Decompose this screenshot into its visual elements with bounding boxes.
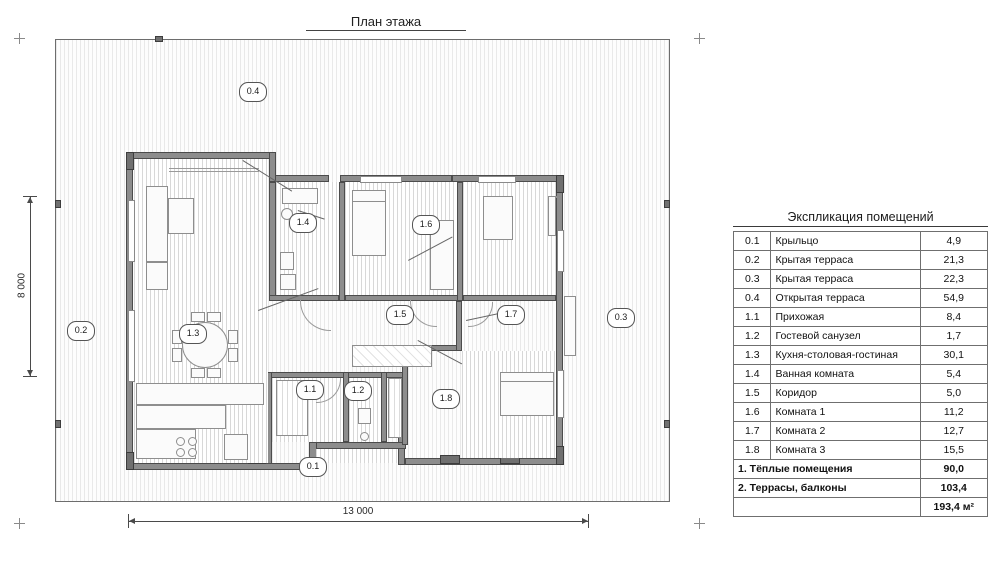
interior-wall <box>381 372 387 442</box>
table-total-row <box>734 460 988 479</box>
furniture-bed <box>483 196 513 240</box>
dimension-line-height <box>30 196 31 376</box>
wall-segment <box>126 152 276 159</box>
window <box>478 176 516 183</box>
table-row <box>734 232 988 251</box>
room-name: Комната 3 <box>771 441 920 460</box>
table-row <box>734 289 988 308</box>
table-row <box>734 327 988 346</box>
furniture-toilet <box>358 408 371 424</box>
furniture-fridge <box>224 434 248 460</box>
room-code: 0.3 <box>734 270 771 289</box>
furniture-sofa <box>146 186 168 262</box>
terrace-edge-marker <box>664 420 670 428</box>
window <box>557 370 564 418</box>
corner-cross-icon <box>14 33 25 44</box>
window <box>360 176 402 183</box>
furniture-wardrobe <box>564 296 576 356</box>
room-area: 22,3 <box>920 270 988 289</box>
room-code: 0.2 <box>734 251 771 270</box>
dimension-arrow <box>27 197 33 203</box>
furniture-chair <box>191 368 205 378</box>
dimension-line-width <box>128 521 588 522</box>
room-code: 1.6 <box>734 403 771 422</box>
room-marker[interactable]: 0.2 <box>67 321 95 341</box>
total-area: 90,0 <box>920 460 988 479</box>
furniture-toilet <box>280 252 294 270</box>
furniture-wardrobe <box>388 378 402 438</box>
furniture-stove-burner <box>188 437 197 446</box>
furniture-armchair <box>146 262 168 290</box>
furniture-line <box>169 168 259 169</box>
room-marker[interactable]: 1.7 <box>497 305 525 325</box>
dimension-arrow <box>27 370 33 376</box>
dimension-height-label: 8 000 <box>16 272 28 299</box>
furniture-armchair <box>168 198 194 234</box>
room-code: 0.1 <box>734 232 771 251</box>
room-area: 54,9 <box>920 289 988 308</box>
room-area: 21,3 <box>920 251 988 270</box>
wall-segment <box>556 175 563 465</box>
room-marker[interactable]: 0.3 <box>607 308 635 328</box>
table-row <box>734 270 988 289</box>
total-label: 1. Тёплые помещения <box>734 460 921 479</box>
wall-segment <box>126 463 316 470</box>
wall-accent <box>440 455 460 464</box>
furniture-line <box>169 171 259 172</box>
room-name: Ванная комната <box>771 365 920 384</box>
room-area: 8,4 <box>920 308 988 327</box>
room-name: Кухня-столовая-гостиная <box>771 346 920 365</box>
window <box>128 310 135 382</box>
page-title: План этажа <box>306 14 466 31</box>
room-code: 1.1 <box>734 308 771 327</box>
table-row <box>734 251 988 270</box>
dimension-tick <box>588 514 589 528</box>
room-marker[interactable]: 1.1 <box>296 380 324 400</box>
room-marker[interactable]: 1.5 <box>386 305 414 325</box>
wall-accent <box>126 452 134 470</box>
legend-title: Экспликация помещений <box>733 210 988 227</box>
table-total-row <box>734 479 988 498</box>
room-marker[interactable]: 0.1 <box>299 457 327 477</box>
window <box>128 200 135 262</box>
furniture-chair <box>228 348 238 362</box>
room-code: 1.2 <box>734 327 771 346</box>
room-marker[interactable]: 1.3 <box>179 324 207 344</box>
table-row <box>734 441 988 460</box>
furniture-chair <box>207 368 221 378</box>
table-row <box>734 308 988 327</box>
room-marker[interactable]: 1.6 <box>412 215 440 235</box>
room-area: 15,5 <box>920 441 988 460</box>
wall-segment <box>316 442 406 449</box>
room-area: 5,4 <box>920 365 988 384</box>
furniture-kitchen-cabinets <box>136 405 226 429</box>
room-marker[interactable]: 1.2 <box>344 381 372 401</box>
room-code: 1.5 <box>734 384 771 403</box>
furniture-pillow <box>352 190 386 202</box>
terrace-edge-marker <box>55 420 61 428</box>
corner-cross-icon <box>694 33 705 44</box>
furniture-wardrobe <box>548 196 556 236</box>
furniture-chair <box>207 312 221 322</box>
table-grand-total-row <box>734 498 988 517</box>
room-name: Открытая терраса <box>771 289 920 308</box>
wall-accent <box>556 446 564 465</box>
dimension-arrow <box>582 518 588 524</box>
corner-cross-icon <box>14 518 25 529</box>
room-name: Крыльцо <box>771 232 920 251</box>
window <box>557 230 564 272</box>
total-label: 2. Террасы, балконы <box>734 479 921 498</box>
table-row <box>734 403 988 422</box>
furniture-chair <box>172 348 182 362</box>
room-area: 4,9 <box>920 232 988 251</box>
furniture-stove-burner <box>188 448 197 457</box>
spacer <box>556 196 558 198</box>
room-name: Коридор <box>771 384 920 403</box>
room-marker[interactable]: 0.4 <box>239 82 267 102</box>
table-row <box>734 384 988 403</box>
furniture-kitchen-counter <box>136 383 264 405</box>
dimension-arrow <box>129 518 135 524</box>
furniture-chair <box>191 312 205 322</box>
terrace-edge-marker <box>155 36 163 42</box>
furniture-stove-burner <box>176 437 185 446</box>
terrace-edge-marker <box>664 200 670 208</box>
room-name: Комната 2 <box>771 422 920 441</box>
table-row <box>734 365 988 384</box>
grand-total-area: 193,4 м² <box>920 498 988 517</box>
room-marker[interactable]: 1.8 <box>432 389 460 409</box>
furniture-bathtub <box>282 188 318 204</box>
room-name: Крытая терраса <box>771 270 920 289</box>
furniture-floor-drain <box>360 432 369 441</box>
furniture-shower <box>280 274 296 290</box>
dimension-tick <box>23 376 37 377</box>
interior-wall <box>345 295 463 301</box>
room-name: Крытая терраса <box>771 251 920 270</box>
room-code: 1.4 <box>734 365 771 384</box>
terrace-edge-marker <box>55 200 61 208</box>
legend-table <box>733 231 988 517</box>
furniture-closet <box>352 345 432 367</box>
interior-wall <box>456 301 462 351</box>
room-floor-porch <box>316 449 398 463</box>
dimension-width-label: 13 000 <box>342 506 374 517</box>
grand-total-spacer <box>734 498 921 517</box>
wall-accent <box>556 175 564 193</box>
room-name: Гостевой санузел <box>771 327 920 346</box>
total-area: 103,4 <box>920 479 988 498</box>
furniture-stove-burner <box>176 448 185 457</box>
table-row <box>734 422 988 441</box>
table-row <box>734 346 988 365</box>
room-code: 0.4 <box>734 289 771 308</box>
room-name: Прихожая <box>771 308 920 327</box>
room-area: 5,0 <box>920 384 988 403</box>
room-area: 12,7 <box>920 422 988 441</box>
room-code: 1.3 <box>734 346 771 365</box>
furniture-kitchen-island <box>136 429 196 459</box>
room-area: 30,1 <box>920 346 988 365</box>
interior-wall <box>463 295 556 301</box>
room-marker[interactable]: 1.4 <box>289 213 317 233</box>
room-code: 1.7 <box>734 422 771 441</box>
room-name: Комната 1 <box>771 403 920 422</box>
wall-segment <box>405 458 563 465</box>
room-area: 1,7 <box>920 327 988 346</box>
furniture-pillow <box>500 372 554 382</box>
room-schedule <box>733 210 988 517</box>
room-area: 11,2 <box>920 403 988 422</box>
wall-accent <box>126 152 134 170</box>
furniture-chair <box>228 330 238 344</box>
room-code: 1.8 <box>734 441 771 460</box>
interior-wall <box>269 182 276 300</box>
corner-cross-icon <box>694 518 705 529</box>
